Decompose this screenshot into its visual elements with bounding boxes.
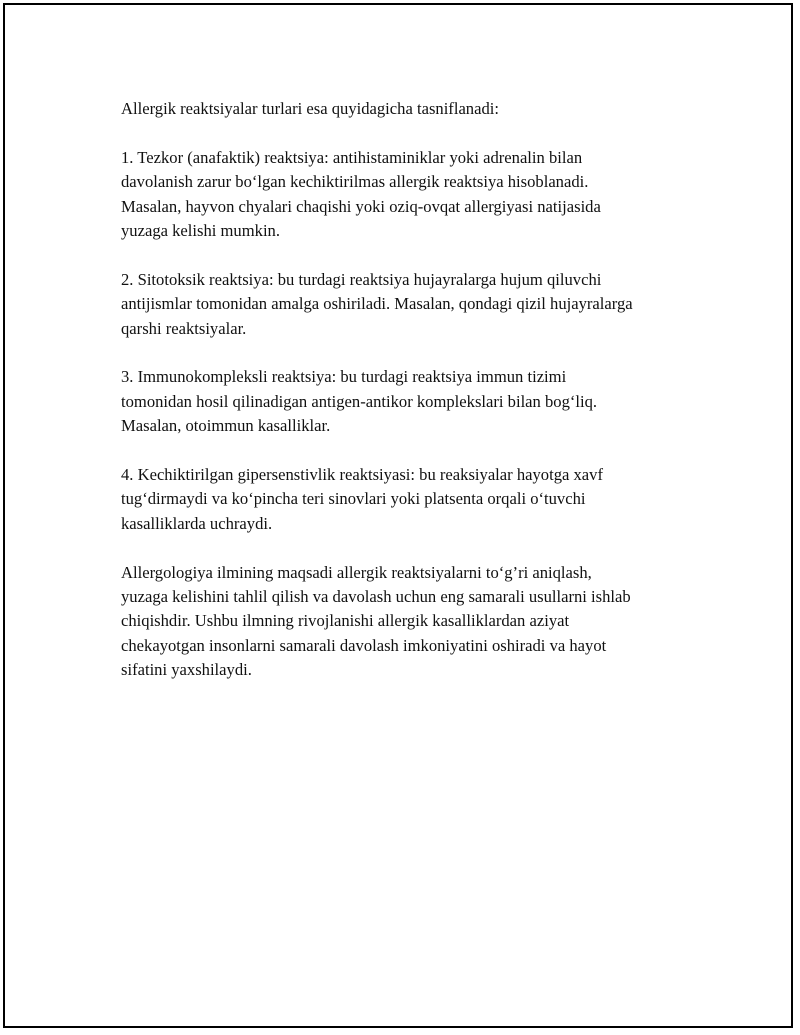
document-body [121, 97, 701, 707]
text-line: antijismlar tomonidan amalga oshiriladi. Masalan, qondagi qizil hujayralarga [121, 294, 633, 314]
list-item-4-paragraph [121, 463, 701, 536]
document-page [3, 3, 793, 1028]
text-line: Allergik reaktsiyalar turlari esa quyidagicha tasniflanadi: [121, 99, 499, 118]
list-item-3-paragraph [121, 365, 701, 438]
text-line: Masalan, hayvon chyalari chaqishi yoki oziq-ovqat allergiyasi natijasida [121, 196, 601, 216]
text-line: Allergologiya ilmining maqsadi allergik reaktsiyalarni to‘g’ri aniqlash, [121, 562, 592, 582]
text-line: davolanish zarur bo‘lgan kechiktirilmas allergik reaktsiya hisoblanadi. [121, 172, 589, 192]
text-line: yuzaga kelishini tahlil qilish va davolash uchun eng samarali usullarni ishlab [121, 587, 631, 607]
conclusion-paragraph [121, 561, 701, 683]
text-line: tomonidan hosil qilinadigan antigen-antikor komplekslari bilan bog‘liq. [121, 391, 598, 411]
list-item-2-paragraph [121, 268, 701, 341]
text-line: 2. Sitotoksik reaktsiya: bu turdagi reaktsiya hujayralarga hujum qiluvchi [121, 269, 602, 289]
text-line: yuzaga kelishi mumkin. [121, 221, 280, 241]
list-item-1-paragraph [121, 146, 701, 244]
text-line: chekayotgan insonlarni samarali davolash imkoniyatini oshiradi va hayot [121, 635, 607, 655]
text-line: chiqishdir. Ushbu ilmning rivojlanishi allergik kasalliklardan aziyat [121, 611, 570, 631]
text-line: Masalan, otoimmun kasalliklar. [121, 416, 331, 436]
intro-paragraph [121, 97, 701, 121]
text-line: 4. Kechiktirilgan gipersenstivlik reaktsiyasi: bu reaksiyalar hayotga xavf [121, 465, 603, 485]
text-line: tug‘dirmaydi va ko‘pincha teri sinovlari yoki platsenta orqali o‘tuvchi [121, 489, 586, 509]
text-line: 3. Immunokompleksli reaktsiya: bu turdagi reaktsiya immun tizimi [121, 367, 567, 387]
text-line: kasalliklarda uchraydi. [121, 513, 273, 533]
text-line: 1. Tezkor (anafaktik) reaktsiya: antihistaminiklar yoki adrenalin bilan [121, 147, 583, 167]
text-line: sifatini yaxshilaydi. [121, 660, 252, 680]
text-line: qarshi reaktsiyalar. [121, 318, 247, 338]
